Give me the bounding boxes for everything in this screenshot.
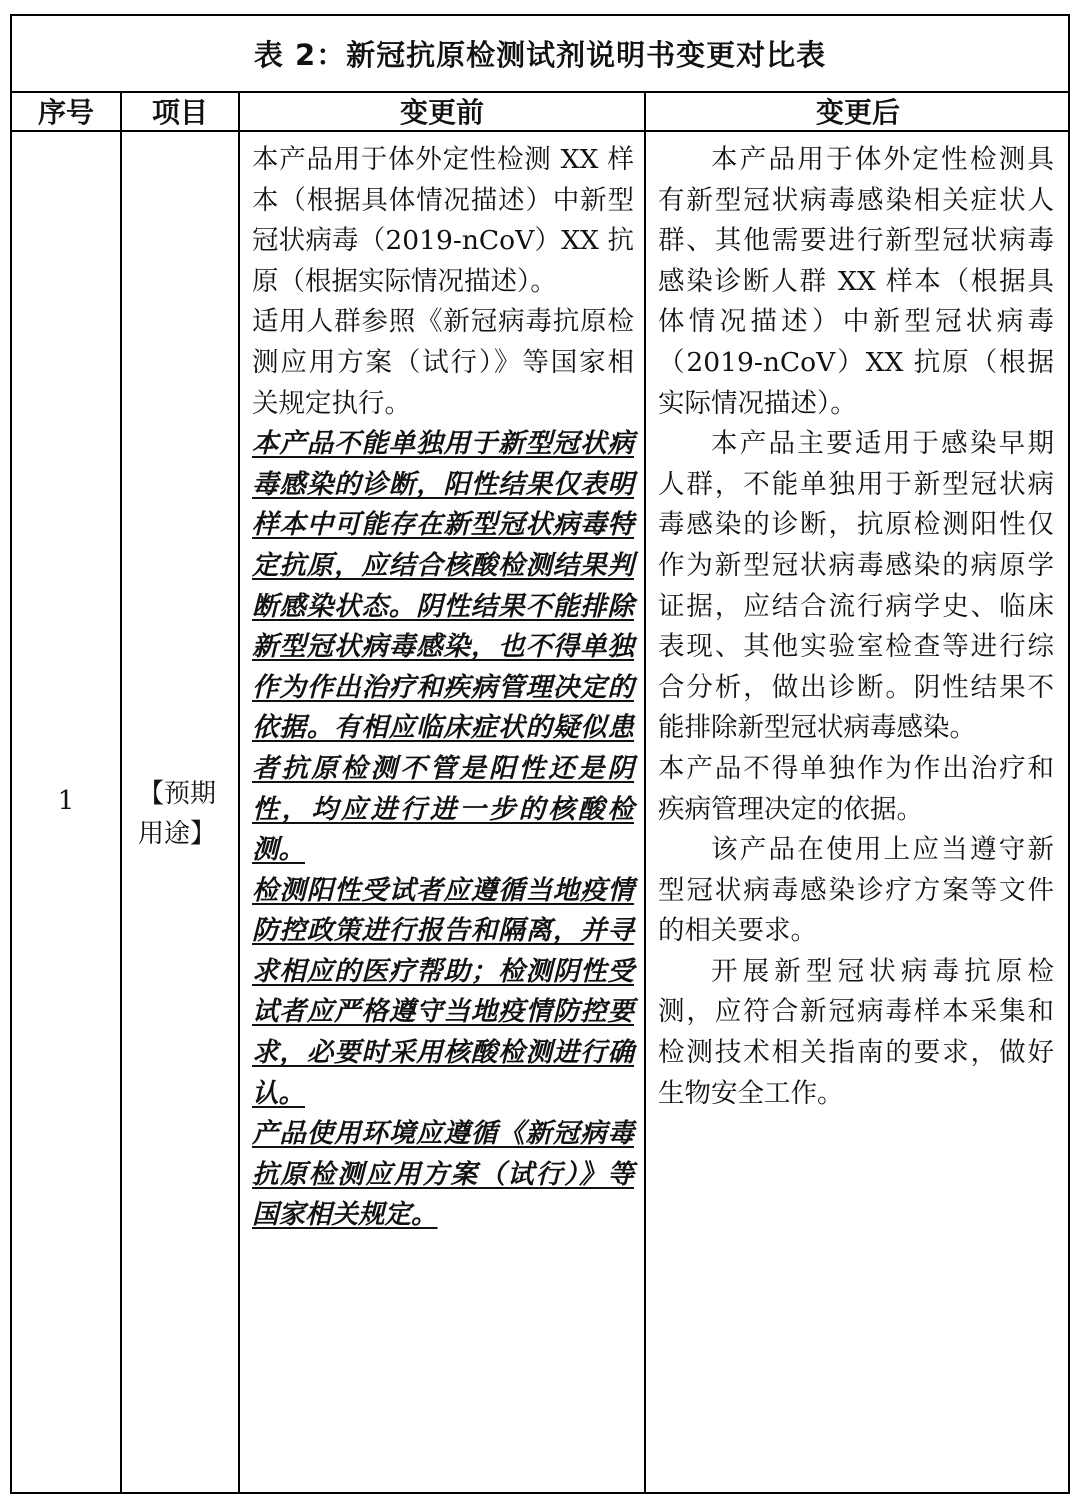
comparison-table xyxy=(10,14,1070,1494)
before-paragraph: 本产品用于体外定性检测 XX 样本（根据具体情况描述）中新型冠状病毒（2019-nCoV）XX 抗原（根据实际情况描述）。 xyxy=(252,144,634,297)
row-item-cell: 【预期用途】 xyxy=(138,779,217,849)
header-item: 项目 xyxy=(151,95,208,129)
before-emphasis-paragraph: 产品使用环境应遵循《新冠病毒抗原检测应用方案（试行）》等国家相关规定。 xyxy=(252,1118,634,1231)
after-text-cell xyxy=(658,140,1054,1114)
after-paragraph: 该产品在使用上应当遵守新型冠状病毒感染诊疗方案等文件的相关要求。 xyxy=(658,834,1054,947)
header-before: 变更前 xyxy=(399,95,484,129)
column-divider xyxy=(644,91,646,1492)
row-seq-cell: 1 xyxy=(57,786,75,816)
table-title: 表 2：新冠抗原检测试剂说明书变更对比表 xyxy=(12,16,1068,93)
before-text-cell xyxy=(252,140,634,1236)
before-paragraph: 适用人群参照《新冠病毒抗原检测应用方案（试行）》等国家相关规定执行。 xyxy=(252,306,634,419)
after-paragraph: 本产品主要适用于感染早期人群，不能单独用于新型冠状病毒感染的诊断，抗原检测阳性仅作为新型冠状病毒感染的病原学证据，应结合流行病学史、临床表现、其他实验室检查等进行综合分析，做出诊断。阴性结果不能排除新型冠状病毒感染。 xyxy=(658,428,1054,744)
before-emphasis-paragraph: 本产品不能单独用于新型冠状病毒感染的诊断，阳性结果仅表明样本中可能存在新型冠状病毒特定抗原，应结合核酸检测结果判断感染状态。阴性结果不能排除新型冠状病毒感染，也不得单独作为作出治疗和疾病管理决定的依据。有相应临床症状的疑似患者抗原检测不管是阳性还是阴性，均应进行进一步的核酸检测。 xyxy=(252,428,634,866)
column-divider xyxy=(238,91,240,1492)
after-paragraph: 开展新型冠状病毒抗原检测，应符合新冠病毒样本采集和检测技术相关指南的要求，做好生物安全工作。 xyxy=(658,955,1054,1109)
after-paragraph: 本产品不得单独作为作出治疗和疾病管理决定的依据。 xyxy=(658,752,1054,825)
header-after: 变更后 xyxy=(815,95,900,129)
header-seq: 序号 xyxy=(37,95,94,129)
after-paragraph: 本产品用于体外定性检测具有新型冠状病毒感染相关症状人群、其他需要进行新型冠状病毒感染诊断人群 XX 样本（根据具体情况描述）中新型冠状病毒（2019-nCoV）XX 抗原（根据实际情况描述）。 xyxy=(658,144,1054,419)
before-emphasis-paragraph: 检测阳性受试者应遵循当地疫情防控政策进行报告和隔离，并寻求相应的医疗帮助；检测阴性受试者应严格遵守当地疫情防控要求，必要时采用核酸检测进行确认。 xyxy=(252,874,634,1109)
